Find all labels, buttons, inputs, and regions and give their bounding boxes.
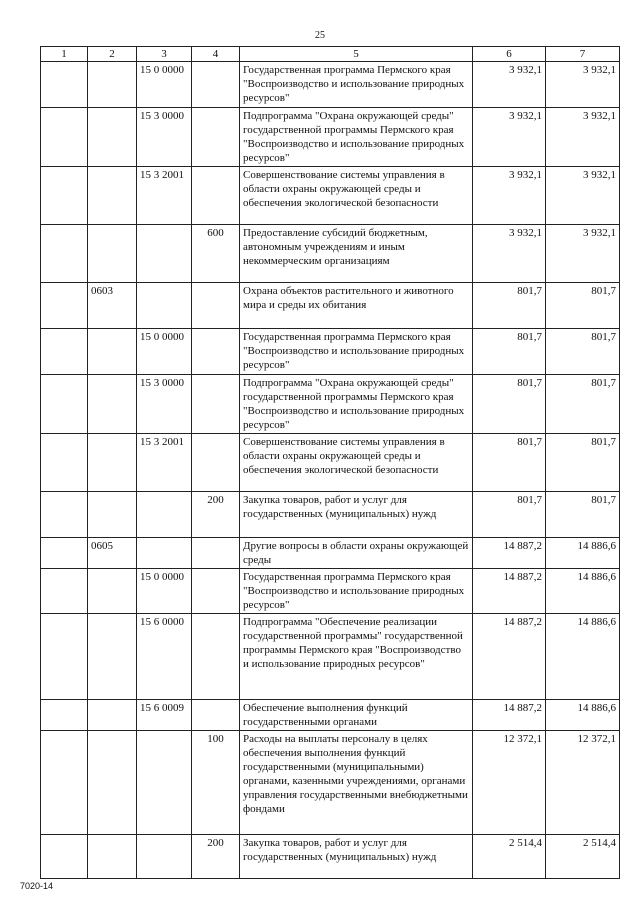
row-column-1 [41,283,88,329]
item-name: Обеспечение выполнения функций государственными органами [240,700,473,731]
item-name: Подпрограмма "Охрана окружающей среды" государственной программы Пермского края "Воспроизводство и использование природных ресурсов" [240,108,473,167]
target-article-code [137,283,192,329]
section-code [88,614,137,700]
table-row [41,700,620,731]
target-article-code [137,492,192,538]
target-article-code [137,538,192,569]
amount-executed: 801,7 [546,492,620,538]
expense-type-code: 200 [192,492,240,538]
row-column-1 [41,569,88,614]
target-article-code: 15 3 0000 [137,375,192,434]
table-row [41,283,620,329]
expense-type-code [192,700,240,731]
amount-executed: 801,7 [546,375,620,434]
header-cell: 1 [41,47,88,62]
item-name: Государственная программа Пермского края "Воспроизводство и использование природных ресурсов" [240,329,473,375]
header-cell: 2 [88,47,137,62]
row-column-1 [41,492,88,538]
item-name: Охрана объектов растительного и животного мира и среды их обитания [240,283,473,329]
table-row [41,108,620,167]
section-code [88,375,137,434]
target-article-code [137,225,192,283]
amount-executed: 3 932,1 [546,62,620,108]
item-name: Государственная программа Пермского края "Воспроизводство и использование природных ресурсов" [240,62,473,108]
target-article-code: 15 6 0000 [137,614,192,700]
table-row [41,731,620,835]
section-code: 0603 [88,283,137,329]
amount-executed: 801,7 [546,434,620,492]
amount-approved: 3 932,1 [473,62,546,108]
item-name: Другие вопросы в области охраны окружающей среды [240,538,473,569]
expense-type-code [192,108,240,167]
amount-approved: 14 887,2 [473,538,546,569]
table-row [41,492,620,538]
header-cell: 6 [473,47,546,62]
amount-approved: 2 514,4 [473,835,546,879]
table-row [41,375,620,434]
table-row [41,167,620,225]
expense-type-code [192,329,240,375]
target-article-code: 15 3 2001 [137,167,192,225]
row-column-1 [41,108,88,167]
table-row [41,569,620,614]
expense-type-code [192,614,240,700]
expense-type-code [192,434,240,492]
table-row [41,835,620,879]
target-article-code: 15 6 0009 [137,700,192,731]
amount-executed: 801,7 [546,283,620,329]
item-name: Совершенствование системы управления в области охраны окружающей среды и обеспечения экологической безопасности [240,434,473,492]
section-code [88,108,137,167]
budget-table [40,46,620,879]
expense-type-code [192,569,240,614]
row-column-1 [41,835,88,879]
header-cell: 5 [240,47,473,62]
section-code [88,569,137,614]
page-number: 25 [315,30,325,41]
expense-type-code [192,62,240,108]
expense-type-code [192,538,240,569]
section-code [88,700,137,731]
amount-approved: 801,7 [473,329,546,375]
target-article-code: 15 0 0000 [137,329,192,375]
amount-approved: 14 887,2 [473,569,546,614]
item-name: Закупка товаров, работ и услуг для государственных (муниципальных) нужд [240,492,473,538]
amount-executed: 14 886,6 [546,614,620,700]
amount-approved: 14 887,2 [473,700,546,731]
amount-executed: 14 886,6 [546,569,620,614]
amount-approved: 801,7 [473,434,546,492]
target-article-code: 15 0 0000 [137,62,192,108]
table-row [41,62,620,108]
amount-approved: 3 932,1 [473,108,546,167]
target-article-code: 15 3 0000 [137,108,192,167]
item-name: Подпрограмма "Обеспечение реализации государственной программы" государственной программы Пермского края "Воспроизводство и использование природных ресурсов" [240,614,473,700]
header-row [41,47,620,62]
table-row [41,614,620,700]
target-article-code: 15 3 2001 [137,434,192,492]
row-column-1 [41,538,88,569]
section-code [88,434,137,492]
expense-type-code: 100 [192,731,240,835]
section-code [88,225,137,283]
amount-executed: 14 886,6 [546,700,620,731]
table-row [41,434,620,492]
header-cell: 7 [546,47,620,62]
row-column-1 [41,225,88,283]
amount-approved: 801,7 [473,283,546,329]
item-name: Расходы на выплаты персоналу в целях обеспечения выполнения функций государственными (муниципальными) органами, казенными учреждениями, органами управления государственными внебюджетными фондами [240,731,473,835]
amount-executed: 3 932,1 [546,225,620,283]
section-code: 0605 [88,538,137,569]
target-article-code [137,731,192,835]
document-code: 7020-14 [20,881,54,891]
amount-executed: 14 886,6 [546,538,620,569]
item-name: Совершенствование системы управления в области охраны окружающей среды и обеспечения экологической безопасности [240,167,473,225]
section-code [88,167,137,225]
amount-approved: 801,7 [473,492,546,538]
header-cell: 4 [192,47,240,62]
amount-approved: 801,7 [473,375,546,434]
target-article-code: 15 0 0000 [137,569,192,614]
amount-executed: 3 932,1 [546,108,620,167]
amount-approved: 3 932,1 [473,225,546,283]
item-name: Предоставление субсидий бюджетным, автономным учреждениям и иным некоммерческим организациям [240,225,473,283]
amount-executed: 801,7 [546,329,620,375]
amount-executed: 2 514,4 [546,835,620,879]
row-column-1 [41,167,88,225]
section-code [88,731,137,835]
row-column-1 [41,329,88,375]
expense-type-code [192,375,240,434]
expense-type-code: 600 [192,225,240,283]
amount-executed: 12 372,1 [546,731,620,835]
expense-type-code [192,283,240,329]
section-code [88,329,137,375]
row-column-1 [41,434,88,492]
item-name: Государственная программа Пермского края "Воспроизводство и использование природных ресурсов" [240,569,473,614]
row-column-1 [41,614,88,700]
row-column-1 [41,700,88,731]
row-column-1 [41,731,88,835]
table-row [41,538,620,569]
section-code [88,62,137,108]
row-column-1 [41,375,88,434]
item-name: Закупка товаров, работ и услуг для государственных (муниципальных) нужд [240,835,473,879]
expense-type-code: 200 [192,835,240,879]
amount-approved: 14 887,2 [473,614,546,700]
section-code [88,835,137,879]
item-name: Подпрограмма "Охрана окружающей среды" государственной программы Пермского края "Воспроизводство и использование природных ресурсов" [240,375,473,434]
target-article-code [137,835,192,879]
amount-approved: 12 372,1 [473,731,546,835]
expense-type-code [192,167,240,225]
table-row [41,329,620,375]
amount-approved: 3 932,1 [473,167,546,225]
table-row [41,225,620,283]
section-code [88,492,137,538]
row-column-1 [41,62,88,108]
amount-executed: 3 932,1 [546,167,620,225]
header-cell: 3 [137,47,192,62]
